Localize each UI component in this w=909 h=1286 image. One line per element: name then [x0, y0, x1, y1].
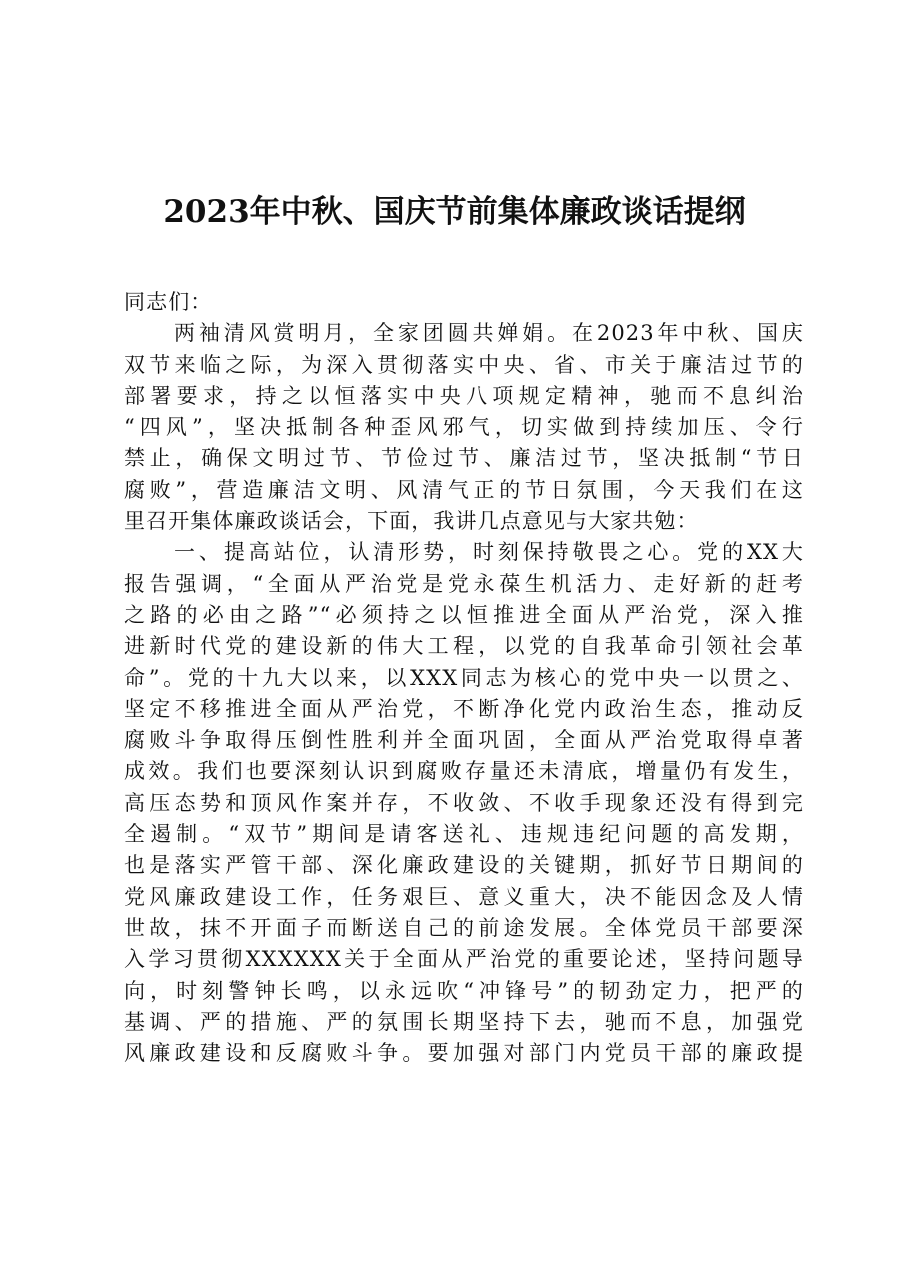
paragraph-line: 腐败”，营造廉洁文明、风清气正的节日氛围，今天我们在这	[124, 477, 804, 502]
paragraph-line: 也是落实严管干部、深化廉政建设的关键期，抓好节日期间的	[124, 853, 804, 878]
paragraph-line: 进新时代党的建设新的伟大工程，以党的自我革命引领社会革	[124, 634, 804, 659]
paragraph-line: 报告强调，“全面从严治党是党永葆生机活力、走好新的赶考	[124, 571, 804, 596]
paragraph-line: 世故，抹不开面子而断送自己的前途发展。全体党员干部要深	[124, 915, 804, 940]
paragraph-line: 腐败斗争取得压倒性胜利并全面巩固，全面从严治党取得卓著	[124, 728, 804, 753]
paragraph-line: 之路的必由之路”“必须持之以恒推进全面从严治党，深入推	[124, 602, 804, 627]
paragraph-line: “四风”，坚决抵制各种歪风邪气，切实做到持续加压、令行	[124, 415, 804, 440]
document-title: 2023年中秋、国庆节前集体廉政谈话提纲	[163, 194, 746, 230]
paragraph-line: 基调、严的措施、严的氛围长期坚持下去，驰而不息，加强党	[124, 1009, 804, 1034]
paragraph-line: 成效。我们也要深刻认识到腐败存量还未清底，增量仍有发生，	[124, 759, 804, 784]
paragraph-line: 禁止，确保文明过节、节俭过节、廉洁过节，坚决抵制“节日	[124, 446, 804, 471]
document-body	[124, 287, 804, 1069]
paragraph-line: 双节来临之际，为深入贯彻落实中央、省、市关于廉洁过节的	[124, 352, 804, 377]
paragraph-line: 全遏制。“双节”期间是请客送礼、违规违纪问题的高发期，	[124, 822, 804, 847]
paragraph-line: 高压态势和顶风作案并存，不收敛、不收手现象还没有得到完	[124, 790, 804, 815]
paragraph-line: 一、提高站位，认清形势，时刻保持敬畏之心。党的XX大	[174, 540, 804, 565]
greeting-line: 同志们：	[124, 290, 213, 314]
paragraph-line: 两袖清风赏明月，全家团圆共婵娟。在2023年中秋、国庆	[174, 321, 804, 346]
paragraph-line: 党风廉政建设工作，任务艰巨、意义重大，决不能因念及人情	[124, 884, 804, 909]
paragraph-line: 里召开集体廉政谈话会，下面，我讲几点意见与大家共勉：	[124, 509, 699, 534]
paragraph-line: 向，时刻警钟长鸣，以永远吹“冲锋号”的韧劲定力，把严的	[124, 978, 804, 1003]
paragraph-line: 坚定不移推进全面从严治党，不断净化党内政治生态，推动反	[124, 696, 804, 721]
paragraph-line: 风廉政建设和反腐败斗争。要加强对部门内党员干部的廉政提	[124, 1041, 804, 1066]
paragraph-line: 命”。党的十九大以来，以XXX同志为核心的党中央一以贯之、	[124, 665, 804, 690]
paragraph-line: 部署要求，持之以恒落实中央八项规定精神，驰而不息纠治	[124, 383, 804, 408]
paragraph-line: 入学习贯彻XXXXXX关于全面从严治党的重要论述，坚持问题导	[124, 947, 804, 972]
